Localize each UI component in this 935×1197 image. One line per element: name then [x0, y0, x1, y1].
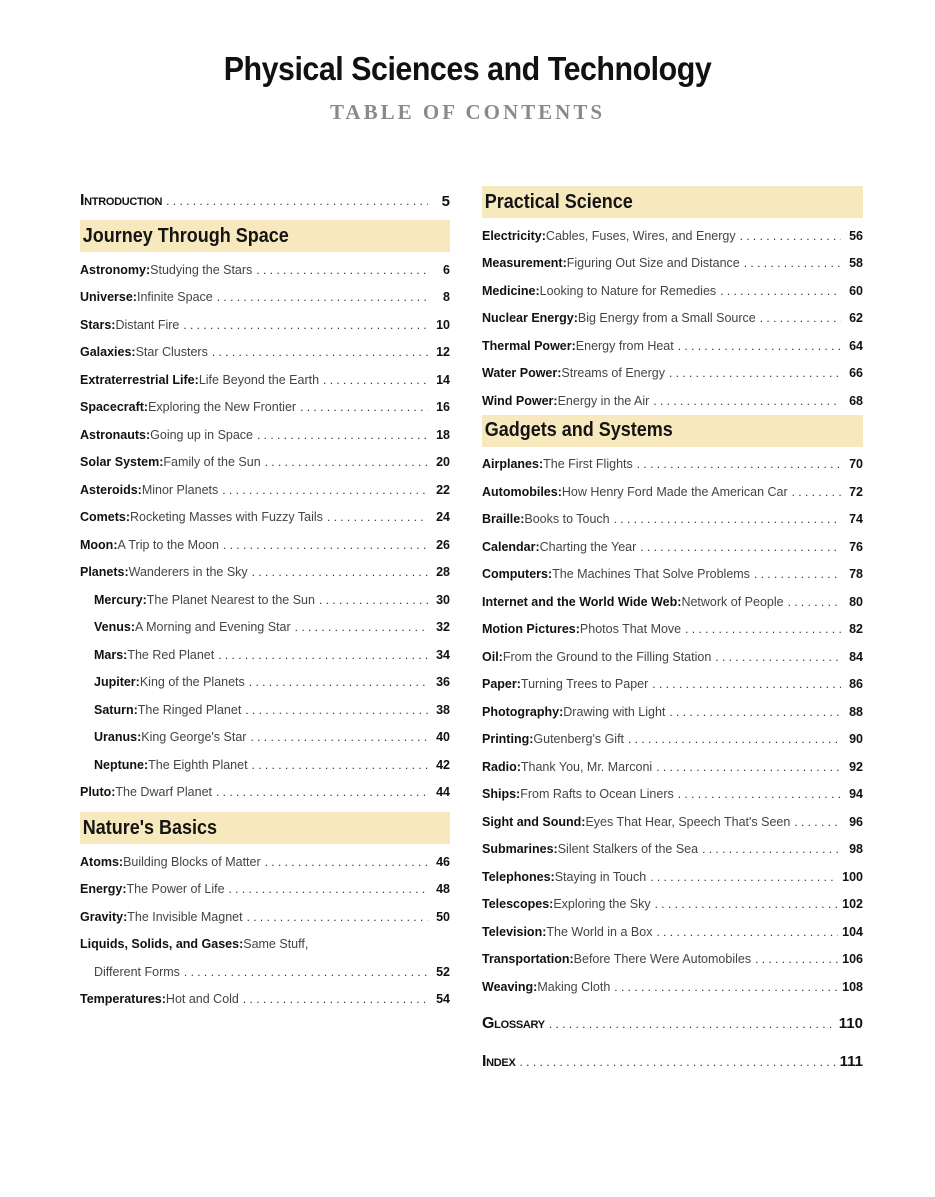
page-number: 74 — [849, 512, 863, 527]
entry-subtitle: Figuring Out Size and Distance — [566, 256, 740, 271]
toc-entry[interactable] — [482, 533, 863, 561]
dot-leader — [678, 339, 841, 353]
toc-entry[interactable] — [80, 476, 450, 504]
entry-subtitle: Life Beyond the Earth — [198, 372, 320, 387]
entry-subtitle: Family of the Sun — [163, 455, 261, 470]
section-title: Journey Through Space — [82, 224, 289, 247]
entry-topic: Electricity: — [482, 228, 546, 243]
toc-entry[interactable] — [80, 256, 450, 284]
dot-leader — [685, 622, 841, 636]
dot-leader — [520, 1055, 836, 1069]
entry-subtitle: The Red Planet — [127, 647, 215, 662]
toc-entry-introduction[interactable] — [80, 182, 450, 220]
entry-topic: Medicine: — [482, 283, 540, 298]
dot-leader — [229, 882, 428, 896]
entry-subtitle: Distant Fire — [115, 317, 180, 332]
entry-topic: Spacecraft: — [80, 400, 149, 415]
toc-entry[interactable] — [80, 449, 450, 477]
entry-subtitle: Wanderers in the Sky — [128, 565, 248, 580]
gadgets-list — [482, 451, 863, 1001]
page-number: 32 — [436, 620, 450, 635]
entry-topic: Wind Power: — [482, 393, 558, 408]
entry-title: Glossary — [482, 1014, 545, 1032]
entry-subtitle: King George's Star — [141, 730, 247, 745]
dot-leader — [166, 194, 428, 208]
page-number: 108 — [842, 979, 863, 994]
page-number: 68 — [849, 393, 863, 408]
entry-topic: Venus: — [94, 620, 135, 635]
page-number: 78 — [849, 567, 863, 582]
dot-leader — [788, 595, 841, 609]
dot-leader — [794, 815, 841, 829]
entry-topic: Moon: — [80, 537, 118, 552]
page-number: 8 — [443, 290, 450, 305]
entry-subtitle: Hot and Cold — [165, 992, 239, 1007]
entry-topic: Ships: — [482, 787, 521, 802]
dot-leader — [715, 650, 841, 664]
toc-entry[interactable] — [482, 478, 863, 506]
entry-subtitle: How Henry Ford Made the American Car — [561, 484, 788, 499]
entry-topic: Photography: — [482, 704, 564, 719]
toc-entry[interactable] — [482, 277, 863, 305]
entry-topic: Mars: — [94, 647, 128, 662]
nature-list — [80, 848, 450, 1013]
entry-subtitle: Same Stuff, — [243, 937, 309, 952]
entry-subtitle: Rocketing Masses with Fuzzy Tails — [130, 510, 323, 525]
entry-subtitle: Star Clusters — [135, 345, 208, 360]
entry-topic: Galaxies: — [80, 345, 136, 360]
entry-topic: Computers: — [482, 567, 553, 582]
page-number: 54 — [436, 992, 450, 1007]
toc-entry[interactable] — [80, 366, 450, 394]
entry-subtitle: Turning Trees to Paper — [520, 677, 649, 692]
page-number: 26 — [436, 537, 450, 552]
toc-entry[interactable] — [80, 931, 450, 959]
page-number: 96 — [849, 814, 863, 829]
entry-subtitle: Cables, Fuses, Wires, and Energy — [545, 228, 736, 243]
entry-subtitle: The Ringed Planet — [137, 702, 242, 717]
toc-entry[interactable] — [80, 339, 450, 367]
toc-entry[interactable] — [482, 781, 863, 809]
toc-entry[interactable] — [482, 808, 863, 836]
toc-entry[interactable] — [482, 671, 863, 699]
entry-subtitle: Eyes That Hear, Speech That's Seen — [585, 814, 791, 829]
entry-topic: Submarines: — [482, 842, 558, 857]
entry-subtitle: The Eighth Planet — [148, 757, 248, 772]
page-number: 30 — [436, 592, 450, 607]
entry-topic: Weaving: — [482, 979, 538, 994]
entry-subtitle: Exploring the Sky — [553, 897, 651, 912]
entry-topic: Jupiter: — [94, 675, 140, 690]
toc-entry[interactable] — [80, 614, 450, 642]
dot-leader — [740, 229, 841, 243]
page-number: 24 — [436, 510, 450, 525]
toc-entry[interactable] — [482, 506, 863, 534]
page-number: 46 — [436, 854, 450, 869]
entry-subtitle: From the Ground to the Filling Station — [502, 649, 712, 664]
toc-entry[interactable] — [80, 986, 450, 1014]
page-number: 22 — [436, 482, 450, 497]
entry-topic: Telephones: — [482, 869, 555, 884]
page-number: 64 — [849, 338, 863, 353]
dot-leader — [218, 648, 428, 662]
entry-subtitle: Silent Stalkers of the Sea — [557, 842, 699, 857]
toc-entry[interactable] — [482, 973, 863, 1001]
entry-subtitle: Staying in Touch — [554, 869, 647, 884]
toc-entry[interactable] — [80, 751, 450, 779]
entry-subtitle: Making Cloth — [537, 979, 611, 994]
page-number: 111 — [839, 1053, 863, 1070]
toc-entry[interactable] — [482, 360, 863, 388]
section-header-journey — [80, 220, 450, 252]
toc-entry[interactable] — [80, 848, 450, 876]
dot-leader — [250, 730, 428, 744]
entry-subtitle: Different Forms — [94, 964, 180, 979]
entry-subtitle: From Rafts to Ocean Liners — [520, 787, 674, 802]
toc-entry[interactable] — [80, 641, 450, 669]
toc-entry[interactable] — [482, 250, 863, 278]
dot-leader — [614, 980, 838, 994]
entry-subtitle: Gutenberg's Gift — [533, 732, 625, 747]
entry-subtitle: Building Blocks of Matter — [123, 854, 261, 869]
dot-leader — [247, 910, 428, 924]
entry-topic: Motion Pictures: — [482, 622, 580, 637]
entry-subtitle: The World in a Box — [546, 924, 653, 939]
page-number: 42 — [436, 757, 450, 772]
page-number: 76 — [849, 539, 863, 554]
page-number: 84 — [849, 649, 863, 664]
entry-topic: Water Power: — [482, 366, 562, 381]
section-header-practical — [482, 186, 863, 218]
toc-entry[interactable] — [482, 588, 863, 616]
entry-title: Introduction — [80, 192, 163, 209]
dot-leader — [265, 855, 428, 869]
dot-leader — [212, 345, 428, 359]
page-number: 66 — [849, 366, 863, 381]
entry-subtitle: Charting the Year — [539, 539, 637, 554]
page-number: 56 — [849, 228, 863, 243]
page-number: 86 — [849, 677, 863, 692]
section-header-gadgets — [482, 415, 863, 447]
entry-subtitle: Books to Touch — [524, 512, 610, 527]
section-title: Nature's Basics — [82, 816, 218, 839]
page-number: 102 — [842, 897, 863, 912]
entry-topic: Temperatures: — [80, 992, 166, 1007]
entry-subtitle: A Morning and Evening Star — [135, 620, 291, 635]
entry-topic: Automobiles: — [482, 484, 562, 499]
dot-leader — [243, 992, 428, 1006]
entry-subtitle: The Planet Nearest to the Sun — [146, 592, 315, 607]
dot-leader — [792, 485, 841, 499]
dot-leader — [669, 705, 841, 719]
entry-topic: Thermal Power: — [482, 338, 576, 353]
dot-leader — [257, 428, 428, 442]
toc-entry[interactable] — [80, 394, 450, 422]
entry-topic: Sight and Sound: — [482, 814, 586, 829]
entry-subtitle: The Machines That Solve Problems — [552, 567, 750, 582]
dot-leader — [183, 318, 428, 332]
page-number: 5 — [441, 192, 450, 210]
entry-subtitle: The Invisible Magnet — [127, 909, 243, 924]
page-number: 104 — [842, 924, 863, 939]
dot-leader — [650, 870, 838, 884]
dot-leader — [655, 897, 839, 911]
page-number: 110 — [838, 1015, 863, 1032]
page-number: 20 — [436, 455, 450, 470]
page-number: 28 — [436, 565, 450, 580]
dot-leader — [702, 842, 841, 856]
entry-subtitle: Energy in the Air — [557, 393, 650, 408]
toc-entry[interactable] — [482, 451, 863, 479]
entry-title: Index — [482, 1052, 516, 1070]
toc-entry[interactable] — [80, 284, 450, 312]
toc-entry[interactable] — [482, 891, 863, 919]
entry-topic: Nuclear Energy: — [482, 311, 578, 326]
page-number: 50 — [436, 909, 450, 924]
entry-subtitle: Big Energy from a Small Source — [577, 311, 756, 326]
page-number: 90 — [849, 732, 863, 747]
entry-topic: Internet and the World Wide Web: — [482, 594, 682, 609]
toc-entry[interactable] — [482, 726, 863, 754]
entry-topic: Pluto: — [80, 785, 116, 800]
page-number: 100 — [842, 869, 863, 884]
page-number: 36 — [436, 675, 450, 690]
dot-leader — [300, 400, 428, 414]
entry-subtitle: Studying the Stars — [150, 262, 253, 277]
dot-leader — [295, 620, 428, 634]
dot-leader — [184, 965, 428, 979]
dot-leader — [222, 483, 428, 497]
page-number: 92 — [849, 759, 863, 774]
section-title: Gadgets and Systems — [484, 419, 673, 441]
dot-leader — [223, 538, 428, 552]
dot-leader — [265, 455, 428, 469]
toc-entry[interactable] — [80, 958, 450, 986]
entry-subtitle: Looking to Nature for Remedies — [539, 283, 717, 298]
entry-topic: Telescopes: — [482, 897, 554, 912]
dot-leader — [669, 366, 841, 380]
dot-leader — [744, 256, 841, 270]
page-number: 14 — [436, 372, 450, 387]
page-number: 98 — [849, 842, 863, 857]
entry-subtitle: Network of People — [681, 594, 784, 609]
entry-topic: Calendar: — [482, 539, 540, 554]
toc-entry[interactable] — [80, 559, 450, 587]
toc-entry[interactable] — [80, 311, 450, 339]
entry-topic: Neptune: — [94, 757, 149, 772]
toc-entry[interactable] — [482, 918, 863, 946]
entry-topic: Liquids, Solids, and Gases: — [80, 937, 244, 952]
page-number: 106 — [842, 952, 863, 967]
entry-topic: Gravity: — [80, 909, 128, 924]
entry-topic: Comets: — [80, 510, 131, 525]
dot-leader — [628, 732, 841, 746]
page-number: 44 — [436, 785, 450, 800]
dot-leader — [252, 758, 428, 772]
entry-topic: Astronomy: — [80, 262, 151, 277]
page-number: 34 — [436, 647, 450, 662]
page-number: 10 — [436, 317, 450, 332]
entry-subtitle: Infinite Space — [136, 290, 213, 305]
toc-entry[interactable] — [80, 421, 450, 449]
page-number: 16 — [436, 400, 450, 415]
entry-subtitle: Photos That Move — [579, 622, 682, 637]
entry-subtitle: Thank You, Mr. Marconi — [520, 759, 653, 774]
toc-entry[interactable] — [482, 222, 863, 250]
toc-entry[interactable] — [482, 305, 863, 333]
entry-subtitle: The First Flights — [543, 457, 633, 472]
entry-topic: Uranus: — [94, 730, 142, 745]
section-title: Practical Science — [484, 190, 633, 213]
toc-entry[interactable] — [482, 863, 863, 891]
page-number: 58 — [849, 256, 863, 271]
dot-leader — [217, 290, 428, 304]
journey-list — [80, 256, 450, 806]
entry-topic: Solar System: — [80, 455, 164, 470]
dot-leader — [678, 787, 841, 801]
entry-subtitle: Minor Planets — [141, 482, 219, 497]
toc-entry[interactable] — [80, 876, 450, 904]
toc-entry[interactable] — [80, 504, 450, 532]
dot-leader — [656, 760, 841, 774]
entry-subtitle: Energy from Heat — [575, 338, 674, 353]
page-number: 40 — [436, 730, 450, 745]
entry-topic: Stars: — [80, 317, 116, 332]
toc-right-column — [482, 182, 863, 1081]
entry-topic: Saturn: — [94, 702, 138, 717]
dot-leader — [252, 565, 428, 579]
toc-entry[interactable] — [80, 669, 450, 697]
toc-entry-index[interactable] — [482, 1043, 863, 1081]
dot-leader — [755, 952, 838, 966]
entry-topic: Radio: — [482, 759, 521, 774]
entry-topic: Paper: — [482, 677, 521, 692]
dot-leader — [245, 703, 428, 717]
entry-subtitle: A Trip to the Moon — [117, 537, 219, 552]
entry-topic: Astronauts: — [80, 427, 151, 442]
page-number: 12 — [436, 345, 450, 360]
entry-topic: Oil: — [482, 649, 503, 664]
entry-subtitle: Going up in Space — [150, 427, 254, 442]
entry-topic: Universe: — [80, 290, 137, 305]
entry-topic: Mercury: — [94, 592, 147, 607]
page-number: 52 — [436, 964, 450, 979]
toc-entry[interactable] — [80, 586, 450, 614]
page-number: 18 — [436, 427, 450, 442]
dot-leader — [249, 675, 428, 689]
dot-leader — [754, 567, 841, 581]
entry-subtitle: Drawing with Light — [563, 704, 666, 719]
page-subtitle: TABLE OF CONTENTS — [329, 100, 606, 124]
page-number: 72 — [849, 484, 863, 499]
entry-topic: Braille: — [482, 512, 525, 527]
page-number: 82 — [849, 622, 863, 637]
dot-leader — [640, 540, 841, 554]
toc-entry[interactable] — [482, 616, 863, 644]
toc-entry[interactable] — [482, 946, 863, 974]
toc-entry[interactable] — [482, 753, 863, 781]
dot-leader — [319, 593, 428, 607]
page-number: 80 — [849, 594, 863, 609]
practical-list — [482, 222, 863, 415]
entry-topic: Printing: — [482, 732, 534, 747]
dot-leader — [760, 311, 841, 325]
dot-leader — [653, 394, 841, 408]
toc-entry[interactable] — [80, 724, 450, 752]
toc-entry[interactable] — [482, 698, 863, 726]
toc-entry[interactable] — [482, 643, 863, 671]
entry-topic: Asteroids: — [80, 482, 142, 497]
entry-subtitle: The Dwarf Planet — [115, 785, 212, 800]
entry-topic: Energy: — [80, 882, 127, 897]
dot-leader — [256, 263, 428, 277]
entry-subtitle: Streams of Energy — [561, 366, 665, 381]
page-number: 48 — [436, 882, 450, 897]
toc-entry[interactable] — [482, 387, 863, 415]
entry-topic: Television: — [482, 924, 547, 939]
toc-entry[interactable] — [80, 779, 450, 807]
page-number: 94 — [849, 787, 863, 802]
toc-entry[interactable] — [80, 903, 450, 931]
toc-entry-glossary[interactable] — [482, 1005, 863, 1043]
dot-leader — [216, 785, 428, 799]
toc-entry[interactable] — [80, 696, 450, 724]
section-header-nature — [80, 812, 450, 844]
page-number: 70 — [849, 457, 863, 472]
page-number: 60 — [849, 283, 863, 298]
dot-leader — [656, 925, 838, 939]
dot-leader — [652, 677, 841, 691]
toc-entry[interactable] — [80, 531, 450, 559]
dot-leader — [637, 457, 841, 471]
entry-topic: Planets: — [80, 565, 129, 580]
entry-topic: Transportation: — [482, 952, 574, 967]
toc-entry[interactable] — [482, 561, 863, 589]
toc-entry[interactable] — [482, 836, 863, 864]
page-number: 6 — [443, 262, 450, 277]
page-title: Physical Sciences and Technology — [223, 50, 712, 87]
dot-leader — [614, 512, 841, 526]
dot-leader — [549, 1017, 835, 1031]
toc-entry[interactable] — [482, 332, 863, 360]
entry-topic: Atoms: — [80, 854, 124, 869]
entry-topic: Measurement: — [482, 256, 567, 271]
dot-leader — [720, 284, 841, 298]
entry-subtitle: King of the Planets — [139, 675, 245, 690]
entry-subtitle: Exploring the New Frontier — [148, 400, 297, 415]
page-number: 38 — [436, 702, 450, 717]
dot-leader — [327, 510, 428, 524]
entry-topic: Airplanes: — [482, 457, 544, 472]
entry-subtitle: The Power of Life — [126, 882, 225, 897]
page-number: 88 — [849, 704, 863, 719]
page-number: 62 — [849, 311, 863, 326]
entry-subtitle: Before There Were Automobiles — [573, 952, 752, 967]
dot-leader — [323, 373, 428, 387]
toc-left-column — [80, 182, 450, 1013]
entry-topic: Extraterrestrial Life: — [80, 372, 199, 387]
